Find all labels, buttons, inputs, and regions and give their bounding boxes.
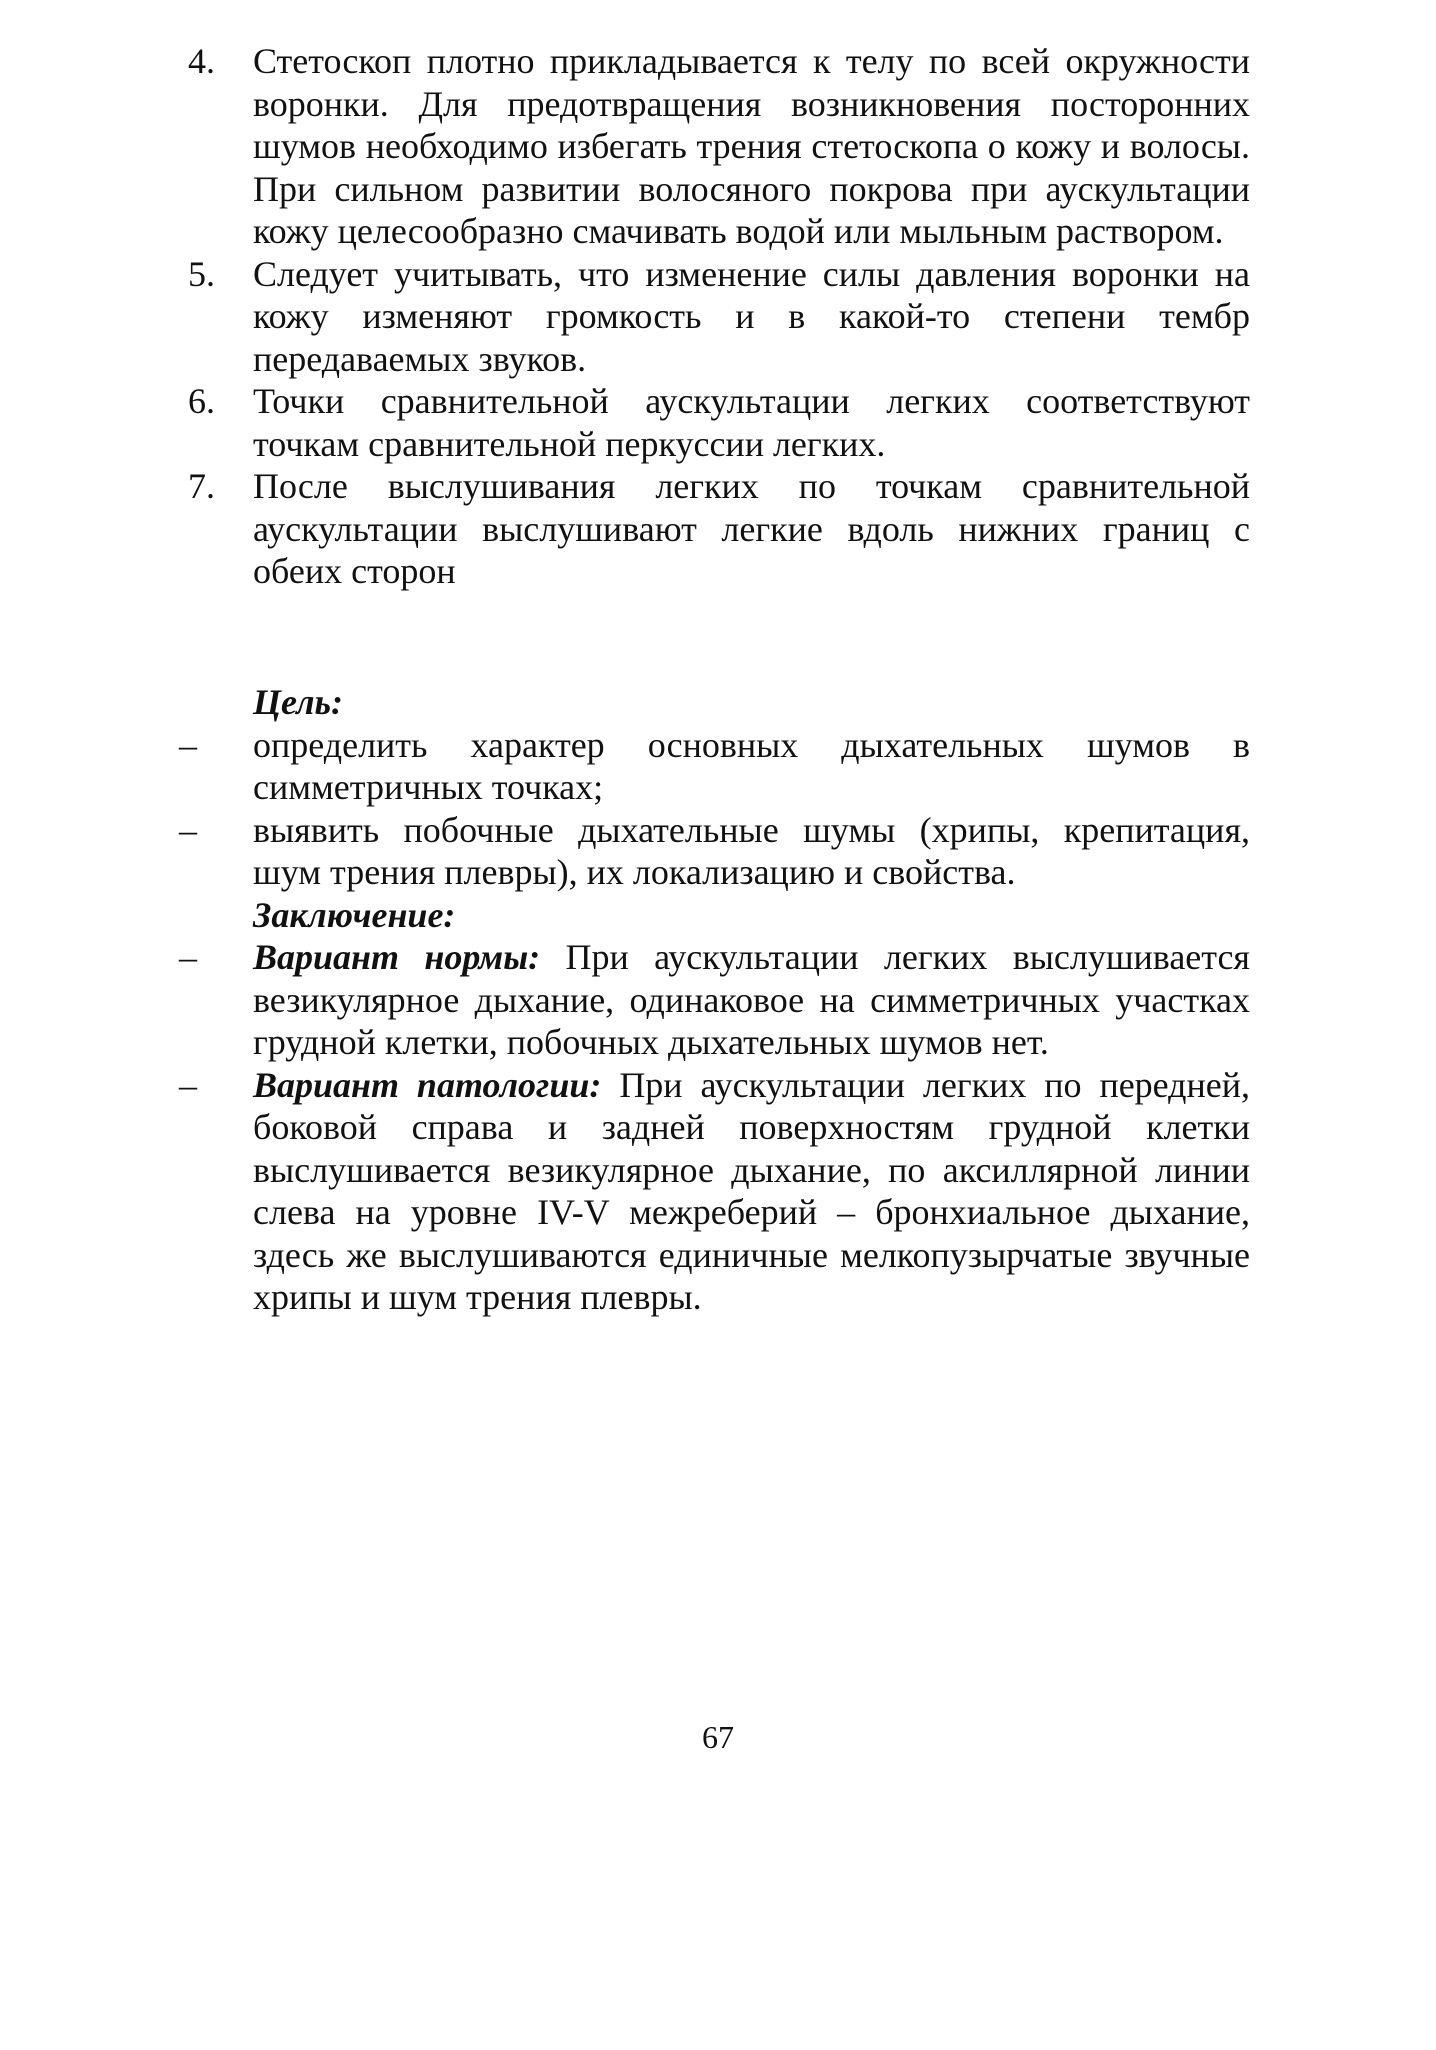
numbered-list <box>176 40 1250 593</box>
goal-heading: Цель: <box>253 682 343 722</box>
norm-variant-label: Вариант нормы: <box>253 937 541 977</box>
list-item-5 <box>176 253 1250 381</box>
list-item-7 <box>176 465 1250 593</box>
conclusion-item-norm <box>176 936 1250 1064</box>
pathology-variant-label: Вариант патологии: <box>253 1064 602 1105</box>
dash-marker: – <box>179 809 197 850</box>
page-number: 67 <box>702 1719 734 1755</box>
conclusion-heading: Заключение: <box>253 894 456 935</box>
list-item-text: Точки сравнительной аускультации легких соответствуют точкам сравнительной перкуссии легких. <box>253 381 1250 464</box>
list-number: 4. <box>188 41 215 81</box>
list-item-text: Стетоскоп плотно прикладывается к телу по всей окружности воронки. Для предотвращения возникновения посторонних шумов необходимо избегать трения стетоскопа о кожу и волосы. При сильном развитии волосяного покрова при аускультации кожу целесообразно смачивать водой или мыльным раствором. <box>253 41 1250 251</box>
goal-item <box>176 809 1250 894</box>
goal-item <box>176 724 1250 809</box>
conclusion-item-pathology <box>176 1064 1250 1319</box>
goal-item-text: определить характер основных дыхательных шумов в симметричных точках; <box>253 724 1250 807</box>
conclusion-item-body <box>253 936 1250 1064</box>
list-item-text: Следует учитывать, что изменение силы давления воронки на кожу изменяют громкость и в какой-то степени тембр передаваемых звуков. <box>253 253 1250 379</box>
goal-section <box>176 681 1250 1319</box>
list-number: 6. <box>188 381 215 421</box>
list-item-4 <box>176 40 1250 253</box>
conclusion-item-body <box>253 1064 1250 1319</box>
goal-item-text: выявить побочные дыхательные шумы (хрипы, крепитация, шум трения плевры), их локализацию и свойства. <box>253 809 1250 892</box>
list-number: 5. <box>188 253 215 294</box>
pathology-variant-text: При аускультации легких по передней, боковой справа и задней поверхностям грудной клетки выслушивается везикулярное дыхание, по аксиллярной линии слева на уровне IV-V межреберий – бронхиальное дыхание, здесь же выслушиваются единичные мелкопузырчатые звучные хрипы и шум трения плевры. <box>253 1064 1251 1317</box>
list-item-text: После выслушивания легких по точкам сравнительной аускультации выслушивают легкие вдоль нижних границ с обеих сторон <box>253 466 1250 591</box>
norm-variant-text: При аускультации легких выслушивается везикулярное дыхание, одинаковое на симметричных участках грудной клетки, побочных дыхательных шумов нет. <box>253 937 1250 1062</box>
list-item-6 <box>176 380 1250 465</box>
dash-marker: – <box>179 724 197 765</box>
list-number: 7. <box>188 466 215 506</box>
dash-marker: – <box>179 937 197 977</box>
dash-marker: – <box>179 1064 197 1105</box>
